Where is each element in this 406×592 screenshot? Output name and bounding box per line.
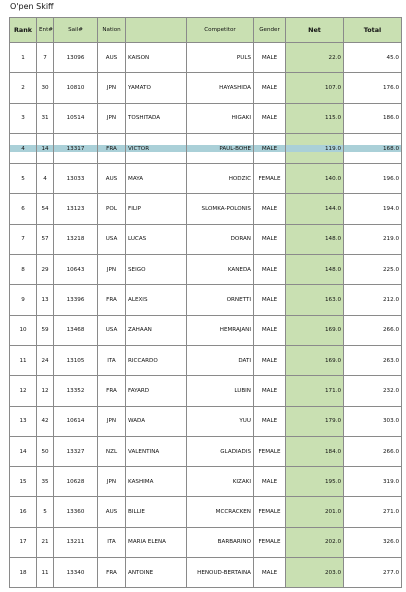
cell-net: 203.0 xyxy=(286,558,344,588)
cell-gender: MALE xyxy=(254,103,286,133)
results-table xyxy=(9,17,402,588)
cell-entry: 29 xyxy=(37,255,54,285)
cell-rank: 7 xyxy=(10,224,37,254)
cell-net: 171.0 xyxy=(286,376,344,406)
cell-total: 266.0 xyxy=(344,436,402,466)
cell-entry: 50 xyxy=(37,436,54,466)
cell-sail: 13123 xyxy=(54,194,98,224)
cell-entry-text: 14 xyxy=(41,145,49,152)
cell-entry: 35 xyxy=(37,467,54,497)
cell-last-name: KANEDA xyxy=(187,255,254,285)
cell-nation: AUS xyxy=(98,164,126,194)
cell-rank: 9 xyxy=(10,285,37,315)
cell-gender: MALE xyxy=(254,224,286,254)
table-row[interactable] xyxy=(10,255,402,285)
cell-rank: 6 xyxy=(10,194,37,224)
cell-gender: FEMALE xyxy=(254,436,286,466)
cell-rank: 10 xyxy=(10,315,37,345)
header-gender[interactable]: Gender xyxy=(254,18,286,43)
cell-total: 303.0 xyxy=(344,406,402,436)
cell-rank: 12 xyxy=(10,376,37,406)
cell-net: 148.0 xyxy=(286,255,344,285)
cell-nation: JPN xyxy=(98,103,126,133)
cell-first-name: VALENTINA xyxy=(126,436,187,466)
cell-entry: 30 xyxy=(37,73,54,103)
cell-last-name: PULS xyxy=(187,43,254,73)
cell-gender: MALE xyxy=(254,558,286,588)
header-competitor[interactable]: Competitor xyxy=(187,18,254,43)
cell-rank: 1 xyxy=(10,43,37,73)
page-title: O'pen Skiff xyxy=(10,2,54,11)
cell-sail: 13327 xyxy=(54,436,98,466)
cell-entry: 57 xyxy=(37,224,54,254)
cell-gender: FEMALE xyxy=(254,497,286,527)
table-row[interactable] xyxy=(10,345,402,375)
cell-rank: 11 xyxy=(10,345,37,375)
cell-first-name: MARIA ELENA xyxy=(126,527,187,557)
cell-net: 195.0 xyxy=(286,467,344,497)
cell-last-name xyxy=(187,133,254,163)
header-row xyxy=(10,18,402,43)
header-net[interactable]: Net xyxy=(286,18,344,43)
table-row[interactable] xyxy=(10,558,402,588)
cell-total: 196.0 xyxy=(344,164,402,194)
table-row[interactable] xyxy=(10,527,402,557)
cell-rank: 3 xyxy=(10,103,37,133)
cell-total: 219.0 xyxy=(344,224,402,254)
cell-last-name: DORAN xyxy=(187,224,254,254)
cell-first-name: RICCARDO xyxy=(126,345,187,375)
table-row[interactable] xyxy=(10,285,402,315)
cell-gender: MALE xyxy=(254,194,286,224)
cell-nation: JPN xyxy=(98,467,126,497)
cell-total: 263.0 xyxy=(344,345,402,375)
cell-last-name: DATI xyxy=(187,345,254,375)
cell-last-name: MCCRACKEN xyxy=(187,497,254,527)
table-row[interactable] xyxy=(10,164,402,194)
cell-sail: 13360 xyxy=(54,497,98,527)
cell-entry: 42 xyxy=(37,406,54,436)
cell-gender: MALE xyxy=(254,406,286,436)
cell-last-name: HAYASHIDA xyxy=(187,73,254,103)
cell-sail: 10643 xyxy=(54,255,98,285)
cell-net: 148.0 xyxy=(286,224,344,254)
cell-net: 163.0 xyxy=(286,285,344,315)
cell-first-name: MAYA xyxy=(126,164,187,194)
cell-net: 179.0 xyxy=(286,406,344,436)
cell-rank xyxy=(10,133,37,163)
cell-last-name: HODZIC xyxy=(187,164,254,194)
cell-net: 107.0 xyxy=(286,73,344,103)
cell-total: 326.0 xyxy=(344,527,402,557)
cell-last-name: LUBIN xyxy=(187,376,254,406)
cell-gender: MALE xyxy=(254,315,286,345)
cell-net: 115.0 xyxy=(286,103,344,133)
cell-net: 169.0 xyxy=(286,345,344,375)
cell-first-name: SEIGO xyxy=(126,255,187,285)
cell-rank: 2 xyxy=(10,73,37,103)
cell-gender: MALE xyxy=(254,345,286,375)
cell-nation: NZL xyxy=(98,436,126,466)
cell-rank: 5 xyxy=(10,164,37,194)
cell-rank: 18 xyxy=(10,558,37,588)
cell-sail: 13033 xyxy=(54,164,98,194)
cell-gender: MALE xyxy=(254,285,286,315)
cell-nation: FRA xyxy=(98,376,126,406)
cell-entry: 54 xyxy=(37,194,54,224)
cell-gender: MALE xyxy=(254,255,286,285)
cell-first-name: ALEXIS xyxy=(126,285,187,315)
cell-sail: 10628 xyxy=(54,467,98,497)
cell-total: 194.0 xyxy=(344,194,402,224)
cell-total-text: 168.0 xyxy=(382,145,399,152)
cell-total: 319.0 xyxy=(344,467,402,497)
table-row[interactable] xyxy=(10,467,402,497)
cell-net: 202.0 xyxy=(286,527,344,557)
table-row[interactable] xyxy=(10,406,402,436)
cell-nation: FRA xyxy=(98,285,126,315)
cell-total: 212.0 xyxy=(344,285,402,315)
cell-nation: AUS xyxy=(98,497,126,527)
cell-nation: ITA xyxy=(98,527,126,557)
cell-net: 201.0 xyxy=(286,497,344,527)
cell-gender xyxy=(254,133,286,163)
cell-first-name: LUCAS xyxy=(126,224,187,254)
cell-entry: 13 xyxy=(37,285,54,315)
cell-total: 186.0 xyxy=(344,103,402,133)
cell-sail: 13218 xyxy=(54,224,98,254)
cell-first-name: BILLIE xyxy=(126,497,187,527)
cell-sail: 10810 xyxy=(54,73,98,103)
cell-nation: JPN xyxy=(98,73,126,103)
cell-net: 169.0 xyxy=(286,315,344,345)
cell-nation: ITA xyxy=(98,345,126,375)
cell-last-name-text: PAUL-BOHE xyxy=(219,145,251,152)
cell-entry: 12 xyxy=(37,376,54,406)
table-row[interactable] xyxy=(10,43,402,73)
cell-sail: 13468 xyxy=(54,315,98,345)
table-row[interactable] xyxy=(10,194,402,224)
cell-last-name: HIGAKI xyxy=(187,103,254,133)
cell-entry: 11 xyxy=(37,558,54,588)
cell-rank: 8 xyxy=(10,255,37,285)
cell-first-name: FILIP xyxy=(126,194,187,224)
table-row[interactable] xyxy=(10,436,402,466)
cell-net: 144.0 xyxy=(286,194,344,224)
cell-rank: 16 xyxy=(10,497,37,527)
header-nation[interactable]: Nation xyxy=(98,18,126,43)
cell-rank: 17 xyxy=(10,527,37,557)
cell-total: 271.0 xyxy=(344,497,402,527)
cell-entry: 4 xyxy=(37,164,54,194)
cell-nation: POL xyxy=(98,194,126,224)
cell-first-name: YAMATO xyxy=(126,73,187,103)
cell-gender-text: MALE xyxy=(261,145,278,152)
cell-net: 140.0 xyxy=(286,164,344,194)
header-sail[interactable]: Sail# xyxy=(54,18,98,43)
cell-nation: USA xyxy=(98,315,126,345)
table-row[interactable] xyxy=(10,224,402,254)
cell-sail: 13105 xyxy=(54,345,98,375)
header-entry[interactable]: Ent# xyxy=(37,18,54,43)
table-row[interactable] xyxy=(10,103,402,133)
table-row[interactable] xyxy=(10,73,402,103)
cell-first-name: TOSHITADA xyxy=(126,103,187,133)
cell-net xyxy=(286,133,344,163)
cell-last-name: HENOUD-BERTAINA xyxy=(187,558,254,588)
cell-entry: 21 xyxy=(37,527,54,557)
cell-rank: 14 xyxy=(10,436,37,466)
cell-rank: 13 xyxy=(10,406,37,436)
cell-sail: 13396 xyxy=(54,285,98,315)
cell-nation: JPN xyxy=(98,255,126,285)
cell-first-name: KASHIMA xyxy=(126,467,187,497)
cell-entry xyxy=(37,133,54,163)
table-row[interactable] xyxy=(10,315,402,345)
cell-sail xyxy=(54,133,98,163)
header-blank xyxy=(126,18,187,43)
cell-gender: MALE xyxy=(254,73,286,103)
cell-last-name: SLOMKA-POLONIS xyxy=(187,194,254,224)
header-rank[interactable]: Rank xyxy=(10,18,37,43)
cell-first-name: WADA xyxy=(126,406,187,436)
cell-nation-text: FRA xyxy=(106,145,117,152)
cell-sail: 13211 xyxy=(54,527,98,557)
cell-total: 232.0 xyxy=(344,376,402,406)
cell-rank: 15 xyxy=(10,467,37,497)
cell-total: 176.0 xyxy=(344,73,402,103)
cell-first-name: ZAHAAN xyxy=(126,315,187,345)
cell-nation xyxy=(98,133,126,163)
cell-sail: 13096 xyxy=(54,43,98,73)
table-row[interactable] xyxy=(10,376,402,406)
cell-first-name: KAISON xyxy=(126,43,187,73)
cell-last-name: KIZAKI xyxy=(187,467,254,497)
cell-last-name: YUU xyxy=(187,406,254,436)
cell-gender: FEMALE xyxy=(254,527,286,557)
cell-nation: USA xyxy=(98,224,126,254)
cell-gender: MALE xyxy=(254,43,286,73)
cell-nation: AUS xyxy=(98,43,126,73)
cell-entry: 7 xyxy=(37,43,54,73)
cell-entry: 24 xyxy=(37,345,54,375)
cell-first-name xyxy=(126,133,187,163)
cell-gender: MALE xyxy=(254,376,286,406)
cell-nation: JPN xyxy=(98,406,126,436)
cell-nation: FRA xyxy=(98,558,126,588)
cell-sail: 10614 xyxy=(54,406,98,436)
cell-sail: 10514 xyxy=(54,103,98,133)
table-row[interactable] xyxy=(10,133,402,163)
cell-last-name: GLADIADIS xyxy=(187,436,254,466)
cell-net: 22.0 xyxy=(286,43,344,73)
cell-entry: 59 xyxy=(37,315,54,345)
cell-total: 277.0 xyxy=(344,558,402,588)
cell-entry: 31 xyxy=(37,103,54,133)
cell-first-name: ANTOINE xyxy=(126,558,187,588)
cell-first-name-text: VICTOR xyxy=(128,145,150,152)
cell-total: 225.0 xyxy=(344,255,402,285)
cell-sail: 13352 xyxy=(54,376,98,406)
cell-last-name: BARBARINO xyxy=(187,527,254,557)
cell-net-text: 119.0 xyxy=(324,145,341,152)
cell-first-name: FAYARD xyxy=(126,376,187,406)
cell-net: 184.0 xyxy=(286,436,344,466)
cell-sail: 13340 xyxy=(54,558,98,588)
cell-total xyxy=(344,133,402,163)
cell-total: 266.0 xyxy=(344,315,402,345)
table-row[interactable] xyxy=(10,497,402,527)
cell-rank-text: 4 xyxy=(21,145,25,152)
cell-entry: 5 xyxy=(37,497,54,527)
header-total[interactable]: Total xyxy=(344,18,402,43)
cell-last-name: ORNETTI xyxy=(187,285,254,315)
cell-last-name: HEMRAJANI xyxy=(187,315,254,345)
cell-sail-text: 13317 xyxy=(66,145,85,152)
cell-gender: FEMALE xyxy=(254,164,286,194)
cell-total: 45.0 xyxy=(344,43,402,73)
cell-gender: MALE xyxy=(254,467,286,497)
